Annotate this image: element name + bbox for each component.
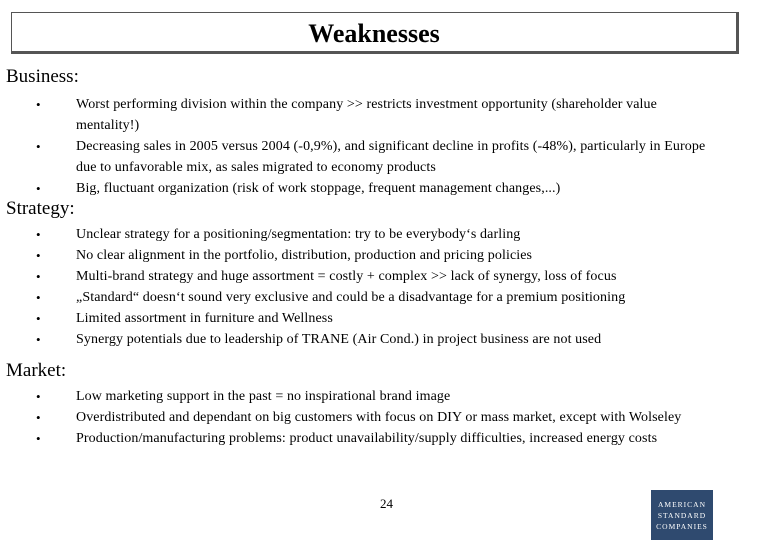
page-title: Weaknesses bbox=[308, 19, 440, 48]
bullet: • bbox=[36, 410, 41, 425]
bullet: • bbox=[36, 139, 41, 154]
bullet: • bbox=[36, 389, 41, 404]
logo-line-3: COMPANIES bbox=[656, 521, 708, 531]
bullet: • bbox=[36, 269, 41, 284]
list-item: • Overdistributed and dependant on big customers with focus on DIY or mass market, except with Wolseley bbox=[0, 407, 721, 428]
bullet: • bbox=[36, 311, 41, 326]
market-list bbox=[0, 386, 721, 449]
section-heading-market: Market: bbox=[6, 360, 67, 381]
title-box bbox=[11, 12, 739, 54]
list-item: • Big, fluctuant organization (risk of work stoppage, frequent management changes,...) bbox=[0, 178, 721, 199]
list-item: • Multi-brand strategy and huge assortment = costly + complex >> lack of synergy, loss of focus bbox=[0, 266, 721, 287]
list-item: • Decreasing sales in 2005 versus 2004 (-0,9%), and significant decline in profits (-48%), particularly in Europe due to unfavorable mix, as sales migrated to economy products bbox=[0, 136, 721, 178]
bullet: • bbox=[36, 332, 41, 347]
bullet: • bbox=[36, 290, 41, 305]
list-item: • No clear alignment in the portfolio, distribution, production and pricing policies bbox=[0, 245, 721, 266]
section-heading-strategy: Strategy: bbox=[6, 198, 75, 219]
bullet: • bbox=[36, 227, 41, 242]
list-item: • Limited assortment in furniture and Wellness bbox=[0, 308, 721, 329]
logo-line-1: AMERICAN bbox=[657, 499, 706, 509]
company-logo bbox=[651, 490, 713, 540]
list-item: • Worst performing division within the company >> restricts investment opportunity (shareholder value mentality!) bbox=[0, 94, 721, 136]
list-item: • Production/manufacturing problems: product unavailability/supply difficulties, increased energy costs bbox=[0, 428, 721, 449]
page-number: 24 bbox=[380, 496, 393, 511]
bullet: • bbox=[36, 431, 41, 446]
list-item: • Synergy potentials due to leadership of TRANE (Air Cond.) in project business are not used bbox=[0, 329, 721, 350]
logo-line-2: STANDARD bbox=[657, 510, 707, 520]
bullet: • bbox=[36, 181, 41, 196]
section-heading-business: Business: bbox=[6, 66, 79, 87]
list-item: • Low marketing support in the past = no inspirational brand image bbox=[0, 386, 721, 407]
bullet: • bbox=[36, 248, 41, 263]
business-list bbox=[0, 94, 721, 199]
strategy-list bbox=[0, 224, 721, 350]
list-item: • „Standard“ doesn‘t sound very exclusive and could be a disadvantage for a premium positioning bbox=[0, 287, 721, 308]
list-item: • Unclear strategy for a positioning/segmentation: try to be everybody‘s darling bbox=[0, 224, 721, 245]
bullet: • bbox=[36, 97, 41, 112]
